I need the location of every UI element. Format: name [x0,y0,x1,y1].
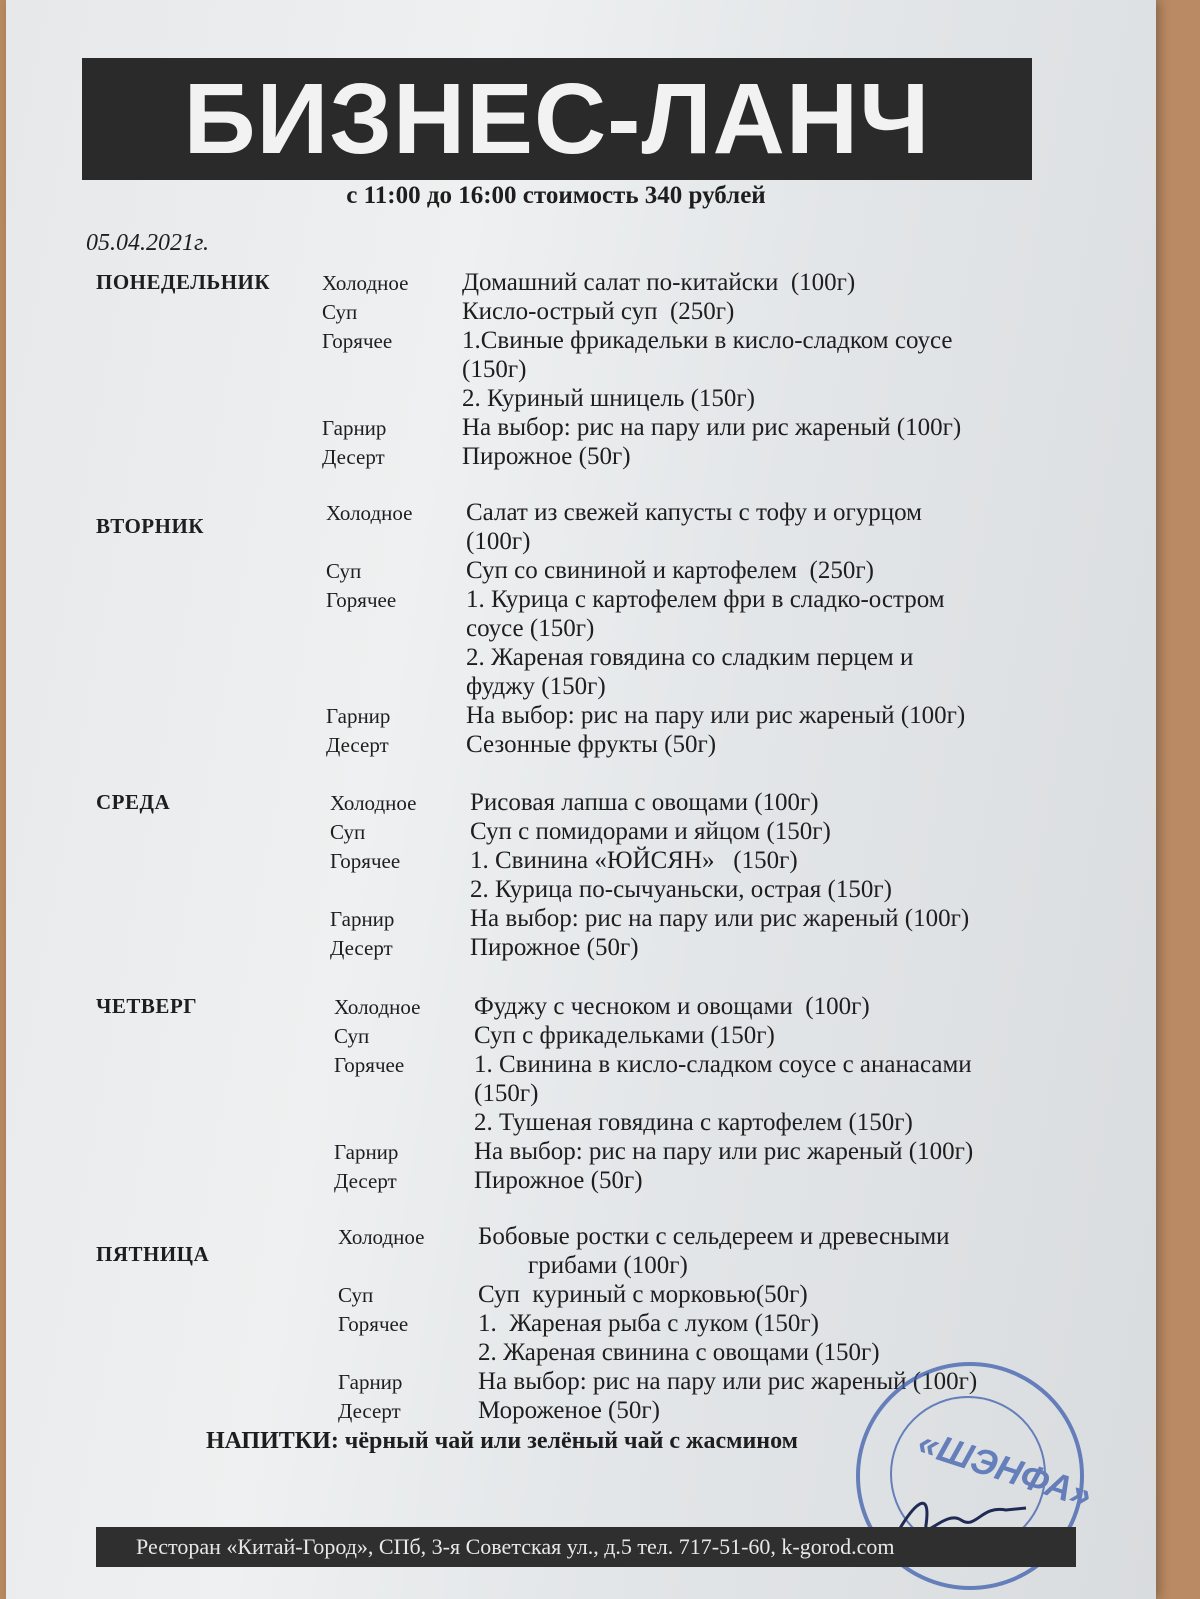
category-label: Гарнир [338,1370,403,1394]
dish-line: Кисло-острый суп (250г) [462,298,735,325]
dish-line: грибами (100г) [478,1252,688,1279]
dish-line: Суп куриный с морковью(50г) [478,1281,808,1308]
category-label: Гарнир [322,416,387,440]
menu-date: 05.04.2021г. [86,230,210,256]
category-label: Горячее [330,849,401,873]
page-title: БИЗНЕС-ЛАНЧ [82,58,1032,180]
dish-line: Пирожное (50г) [474,1167,643,1194]
category-label: Суп [322,300,358,324]
category-label: Десерт [322,445,385,469]
dish-line: Рисовая лапша с овощами (100г) [470,789,819,816]
dish-line: 1. Свинина в кисло-сладком соусе с ананасами [474,1051,972,1078]
dish-line: На выбор: рис на пару или рис жареный (100г) [466,702,966,729]
menu-sheet [6,0,1156,1599]
dish-line: Суп с фрикадельками (150г) [474,1022,775,1049]
dish-line: На выбор: рис на пару или рис жареный (100г) [462,414,962,441]
stamp-text: «ШЭНФА» [913,1421,1097,1516]
dish-line: 1. Курица с картофелем фри в сладко-остром [466,586,945,613]
category-label: Суп [330,820,366,844]
category-label: Суп [338,1283,374,1307]
dish-line: Бобовые ростки с сельдереем и древесными [478,1223,950,1250]
dish-line: 2. Жареная говядина со сладким перцем и [466,644,914,671]
category-label: Десерт [334,1169,397,1193]
category-label: Десерт [338,1399,401,1423]
dish-line: (150г) [462,356,527,383]
day-heading: ПОНЕДЕЛЬНИК [96,270,271,294]
dish-line: Пирожное (50г) [462,443,631,470]
category-label: Суп [326,559,362,583]
dish-line: 2. Куриный шницель (150г) [462,385,755,412]
dish-line: 1. Жареная рыба с луком (150г) [478,1310,820,1337]
category-label: Холодное [338,1225,425,1249]
dish-line: Суп с помидорами и яйцом (150г) [470,818,831,845]
dish-line: Сезонные фрукты (50г) [466,731,717,758]
dish-line: (150г) [474,1080,539,1107]
category-label: Холодное [330,791,417,815]
dish-line: На выбор: рис на пару или рис жареный (100г) [474,1138,974,1165]
category-label: Холодное [326,501,413,525]
category-label: Горячее [334,1053,405,1077]
category-label: Горячее [322,329,393,353]
dish-line: На выбор: рис на пару или рис жареный (100г) [478,1368,978,1395]
day-heading: ПЯТНИЦА [96,1242,210,1266]
dish-line: соусе (150г) [466,615,595,642]
day-heading: ЧЕТВЕРГ [96,994,198,1018]
category-label: Гарнир [334,1140,399,1164]
category-label: Суп [334,1024,370,1048]
drinks-line: НАПИТКИ: чёрный чай или зелёный чай с жасмином [206,1428,798,1454]
dish-line: 2. Курица по-сычуаньски, острая (150г) [470,876,892,903]
dish-line: (100г) [466,528,531,555]
category-label: Холодное [322,271,409,295]
dish-line: 2. Жареная свинина с овощами (150г) [478,1339,880,1366]
category-label: Холодное [334,995,421,1019]
category-label: Десерт [326,733,389,757]
category-label: Десерт [330,936,393,960]
category-label: Горячее [338,1312,409,1336]
day-heading: СРЕДА [96,790,171,814]
dish-line: 2. Тушеная говядина с картофелем (150г) [474,1109,913,1136]
category-label: Гарнир [326,704,391,728]
day-heading: ВТОРНИК [96,514,205,538]
dish-line: фуджу (150г) [466,673,606,700]
dish-line: Мороженое (50г) [478,1397,660,1424]
dish-line: Суп со свининой и картофелем (250г) [466,557,874,584]
dish-line: Домашний салат по-китайски (100г) [462,269,856,296]
dish-line: Пирожное (50г) [470,934,639,961]
restaurant-footer: Ресторан «Китай-Город», СПб, 3-я Советская ул., д.5 тел. 717-51-60, k-gorod.com [96,1527,1076,1567]
dish-line: 1. Свинина «ЮЙСЯН» (150г) [470,847,798,874]
dish-line: Салат из свежей капусты с тофу и огурцом [466,499,922,526]
dish-line: 1.Свиные фрикадельки в кисло-сладком соусе [462,327,953,354]
category-label: Горячее [326,588,397,612]
category-label: Гарнир [330,907,395,931]
dish-line: На выбор: рис на пару или рис жареный (100г) [470,905,970,932]
dish-line: Фуджу с чесноком и овощами (100г) [474,993,870,1020]
price-hours: с 11:00 до 16:00 стоимость 340 рублей [346,182,766,209]
